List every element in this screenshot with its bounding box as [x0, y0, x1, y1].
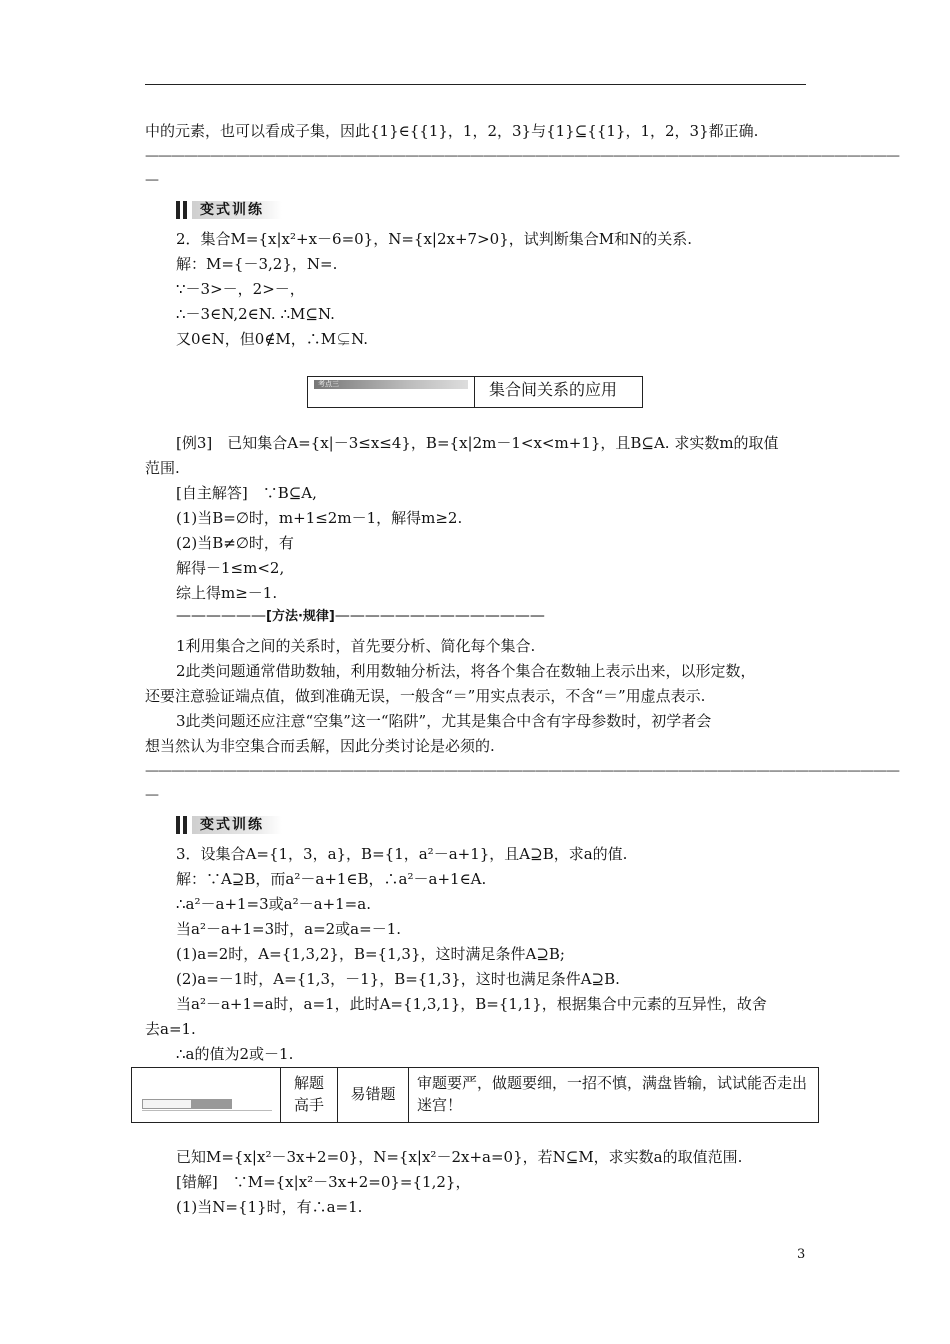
section-bar [176, 816, 282, 834]
text-line: 范围. [145, 459, 180, 477]
logo-underline [142, 1110, 272, 1111]
text-line: (2)a=－1时，A={1,3，－1}，B={1,3}，这时也满足条件A⊇B. [176, 970, 620, 988]
text-line: 解：M={－3,2}，N=. [176, 255, 338, 273]
text-line: (1)当N={1}时，有∴a=1. [176, 1198, 363, 1216]
text-line: 综上得m≥－1. [176, 584, 278, 602]
text-line: 3．设集合A={1，3，a}，B={1，a²－a+1}，且A⊇B，求a的值. [176, 845, 628, 863]
method-heading [176, 605, 545, 624]
text-line: 当a²－a+1=3时，a=2或a=－1. [176, 920, 402, 938]
text-line: 解得－1≤m<2, [176, 559, 285, 577]
tip-title-2: 高手 [293, 1096, 324, 1114]
text-line: [错解] ∵M={x|x²－3x+2=0}={1,2}， [176, 1173, 471, 1191]
text-line: 去a=1. [145, 1020, 196, 1038]
tip-table-logo-cell [132, 1068, 281, 1122]
text-line: 中的元素，也可以看成子集，因此{1}∈{{1}，1，2，3}与{1}⊆{{1}，1，2，3}都正确. [145, 122, 759, 140]
section-bar-label: 变式训练 [192, 816, 282, 834]
topic-title-box [307, 376, 643, 408]
text-line: 又0∈N，但0∉M，∴M⊊N. [176, 330, 369, 348]
tip-table-col-title [281, 1068, 338, 1122]
separator-dash: —————————————————————————————————————————————————————————— [145, 148, 899, 164]
bar-marks-icon [176, 201, 192, 219]
logo-bar-light [142, 1099, 192, 1109]
text-line: 解：∵A⊇B，而a²－a+1∈B，∴a²－a+1∈A. [176, 870, 487, 888]
text-line: 2此类问题通常借助数轴，利用数轴分析法，将各个集合在数轴上表示出来，以形定数， [176, 662, 756, 680]
text-line: 想当然认为非空集合而丢解，因此分类讨论是必须的. [145, 737, 495, 755]
tip-table-col-note: 审题要严，做题要细，一招不慎，满盘皆输，试试能否走出迷宫！ [417, 1074, 808, 1114]
text-line: ∴a的值为2或－1. [176, 1045, 294, 1063]
text-line: ∴a²－a+1=3或a²－a+1=a. [176, 895, 371, 913]
method-dash-pre: —————— [176, 606, 266, 624]
text-line: ∴－3∈N,2∈N. ∴M⊆N. [176, 305, 335, 323]
text-line: 已知M={x|x²－3x+2=0}，N={x|x²－2x+a=0}，若N⊆M，求实数a的取值范围. [176, 1148, 743, 1166]
text-line: (2)当B≠∅时，有 [176, 534, 294, 552]
text-line: 2．集合M={x|x²+x－6=0}，N={x|2x+7>0}，试判断集合M和N的关系. [176, 230, 693, 248]
section-bar [176, 201, 282, 219]
topic-title: 集合间关系的应用 [489, 380, 618, 399]
logo-bar-dark [192, 1099, 232, 1109]
text-line: (1)当B=∅时，m+1≤2m－1，解得m≥2. [176, 509, 463, 527]
topic-tag [308, 377, 475, 407]
header-rule [145, 84, 806, 85]
separator-dash-end: — [145, 787, 158, 803]
text-line: [自主解答] ∵B⊆A, [176, 484, 317, 502]
page-number: 3 [797, 1247, 806, 1262]
text-line: (1)a=2时，A={1,3,2}，B={1,3}，这时满足条件A⊇B; [176, 945, 565, 963]
text-line: ∵－3>－，2>－， [176, 280, 305, 298]
separator-dash: —————————————————————————————————————————————————————————— [145, 763, 899, 779]
tip-table-col-type: 易错题 [338, 1068, 409, 1122]
method-dash-post: —————————————— [334, 606, 545, 624]
section-bar-label: 变式训练 [192, 201, 282, 219]
text-line: 当a²－a+1=a时，a=1，此时A={1,3,1}，B={1,1}，根据集合中元素的互异性，故舍 [176, 995, 767, 1013]
topic-tag-text: 考点三 [318, 380, 339, 388]
tip-table [131, 1067, 819, 1123]
text-line: 3此类问题还应注意“空集”这一“陷阱”，尤其是集合中含有字母参数时，初学者会 [176, 712, 712, 730]
text-line: 1利用集合之间的关系时，首先要分析、简化每个集合. [176, 637, 536, 655]
separator-dash-end: — [145, 172, 158, 188]
text-line: [例3] 已知集合A={x|－3≤x≤4}，B={x|2m－1<x<m+1}，且B⊆A. 求实数m的取值 [176, 434, 779, 452]
tip-title-1: 解题 [293, 1074, 324, 1092]
method-label: [方法·规律] [266, 609, 335, 624]
text-line: 还要注意验证端点值，做到准确无误，一般含“＝”用实点表示，不含“＝”用虚点表示. [145, 687, 706, 705]
bar-marks-icon [176, 816, 192, 834]
